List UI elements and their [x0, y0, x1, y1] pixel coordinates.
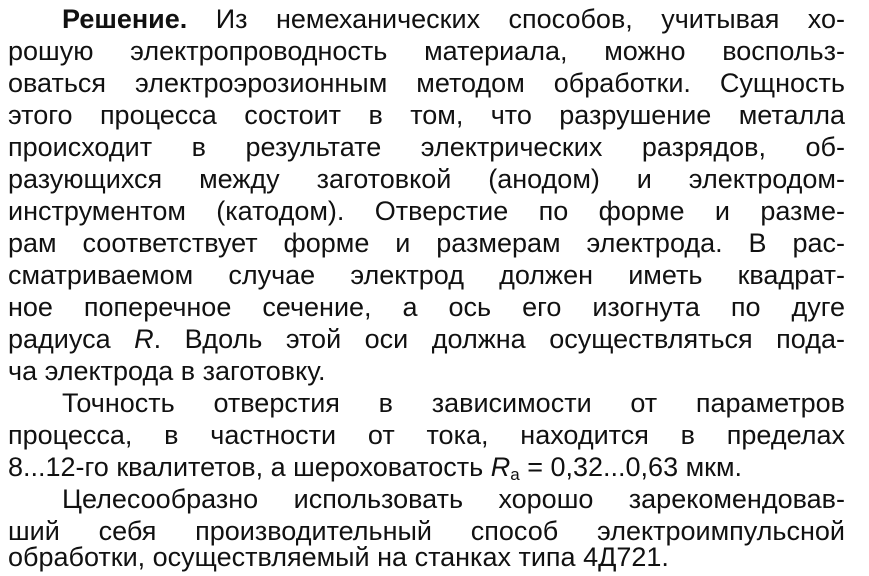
paragraph-1-line-3: оваться электроэрозионным методом обработки. Сущность [8, 68, 845, 98]
paragraph-3-line-1: Целесообразно использовать хорошо зарекомендовав- [62, 484, 845, 514]
paragraph-2-line-3 [8, 450, 845, 484]
paragraph-1-line-5: происходит в результате электрических разрядов, об- [8, 132, 845, 162]
roughness-variable: R [490, 452, 511, 482]
line-3-before: 8...12-го квалитетов, а шероховатость [8, 452, 491, 482]
line-11-after: . Вдоль этой оси должна осуществляться пода- [153, 324, 845, 354]
paragraph-3-line-2: ший себя производительный способ электроимпульсной [8, 516, 845, 546]
solution-label: Решение. [62, 4, 188, 34]
paragraph-2-line-2: процесса, в частности от тока, находится в пределах [8, 420, 845, 450]
paragraph-1-line-1 [62, 2, 845, 36]
roughness-subscript: a [510, 465, 520, 484]
paragraph-1-line-9: сматриваемом случае электрод должен иметь квадрат- [8, 260, 845, 290]
paragraph-1-line-4: этого процесса состоит в том, что разрушение металла [8, 100, 845, 130]
line-3-after: = 0,32...0,63 мкм. [519, 452, 743, 482]
paragraph-1-line-11 [8, 322, 845, 356]
paragraph-1-line-1-text: Из немеханических способов, учитывая хо- [187, 4, 845, 34]
paragraph-1-line-8: рам соответствует форме и размерам электрода. В рас- [8, 228, 845, 258]
paragraph-2-line-1: Точность отверстия в зависимости от параметров [62, 388, 845, 418]
paragraph-1-line-10: ное поперечное сечение, а ось его изогнута по дуге [8, 292, 845, 322]
paragraph-1-line-12: ча электрода в заготовку. [8, 356, 326, 386]
paragraph-1-line-6: разующихся между заготовкой (анодом) и электродом- [8, 164, 845, 194]
radius-variable: R [134, 324, 154, 354]
paragraph-3-line-3: обработки, осуществляемый на станках типа 4Д721. [8, 542, 669, 572]
line-11-before: радиуса [8, 324, 135, 354]
paragraph-1-line-2: рошую электропроводность материала, можно воспольз- [8, 36, 845, 66]
paragraph-1-line-7: инструментом (катодом). Отверстие по форме и разме- [8, 196, 845, 226]
